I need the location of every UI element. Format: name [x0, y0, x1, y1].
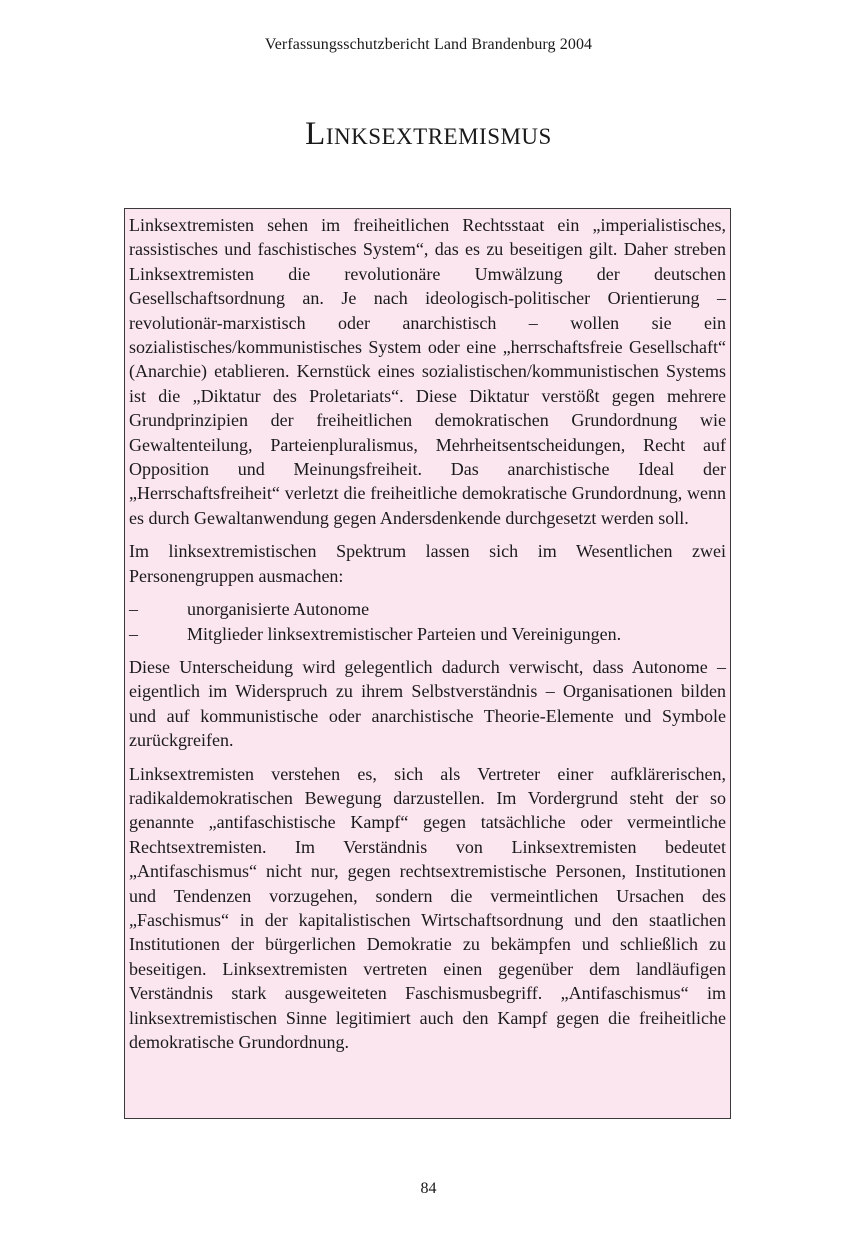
paragraph-antifascism: Linksextremisten verstehen es, sich als Vertreter einer aufklärerischen, radikaldemokratischen Bewegung darzustellen. Im Vordergrund steht der so genannte „antifaschistische Kampf“ gegen tatsächliche oder vermeintliche Rechtsextremisten. Im Verständnis von Linksextremisten bedeutet „Antifaschismus“ nicht nur, gegen rechtsextremistische Personen, Institutionen und Tendenzen vorzugehen, sondern die vermeintlichen Ursachen des „Faschismus“ in der kapitalistischen Wirtschaftsordnung und den staatlichen Institutionen der bürgerlichen Demokratie zu bekämpfen und schließlich zu beseitigen. Linksextremisten vertreten einen gegenüber dem landläufigen Verständnis stark ausgeweiteten Faschismusbegriff. „Antifaschismus“ im linksextremistischen Sinne legitimiert auch den Kampf gegen die freiheitliche demokratische Grundordnung.: [129, 763, 726, 1052]
list-item: [129, 622, 726, 646]
list-dash: –: [129, 599, 138, 620]
page-title: Linksextremismus: [305, 116, 552, 152]
group-list: [129, 597, 726, 646]
page-number: 84: [420, 1180, 437, 1197]
content-box: [124, 208, 731, 1119]
running-header: Verfassungsschutzbericht Land Brandenburg 2004: [264, 36, 593, 53]
paragraph-intro: Linksextremisten sehen im freiheitlichen Rechtsstaat ein „imperialistisches, rassistisches und faschistisches System“, das es zu beseitigen gilt. Daher streben Linksextremisten die revolutionäre Umwälzung der deutschen Gesellschaftsordnung an. Je nach ideologisch-politischer Orientierung – revolutionär-marxistisch oder anarchistisch – wollen sie ein sozialistisches/kommunistisches System oder eine „herrschaftsfreie Gesellschaft“ (Anarchie) etablieren. Kernstück eines sozialistischen/kommunistischen Systems ist die „Diktatur des Proletariats“. Diese Diktatur verstößt gegen mehrere Grundprinzipien der freiheitlichen demokratischen Grundordnung wie Gewaltenteilung, Parteienpluralismus, Mehrheitsentscheidungen, Recht auf Opposition und Meinungsfreiheit. Das anarchistische Ideal der „Herrschaftsfreiheit“ verletzt die freiheitliche demokratische Grundordnung, wenn es durch Gewaltanwendung gegen Andersdenkende durchgesetzt werden soll.: [129, 215, 726, 528]
list-dash: –: [129, 623, 138, 644]
list-item-text: Mitglieder linksextremistischer Parteien und Vereinigungen.: [187, 623, 622, 644]
list-item-text: unorganisierte Autonome: [187, 599, 370, 620]
paragraph-distinction: Diese Unterscheidung wird gelegentlich dadurch verwischt, dass Autonome – eigentlich im Widerspruch zu ihrem Selbstverständnis – Organisationen bilden und auf kommunistische oder anarchistische Theorie-Elemente und Symbole zurückgreifen.: [129, 656, 726, 751]
paragraph-groups: Im linksextremistischen Spektrum lassen sich im Wesentlichen zwei Personengruppen ausmachen:: [129, 541, 726, 586]
list-item: [129, 597, 726, 621]
